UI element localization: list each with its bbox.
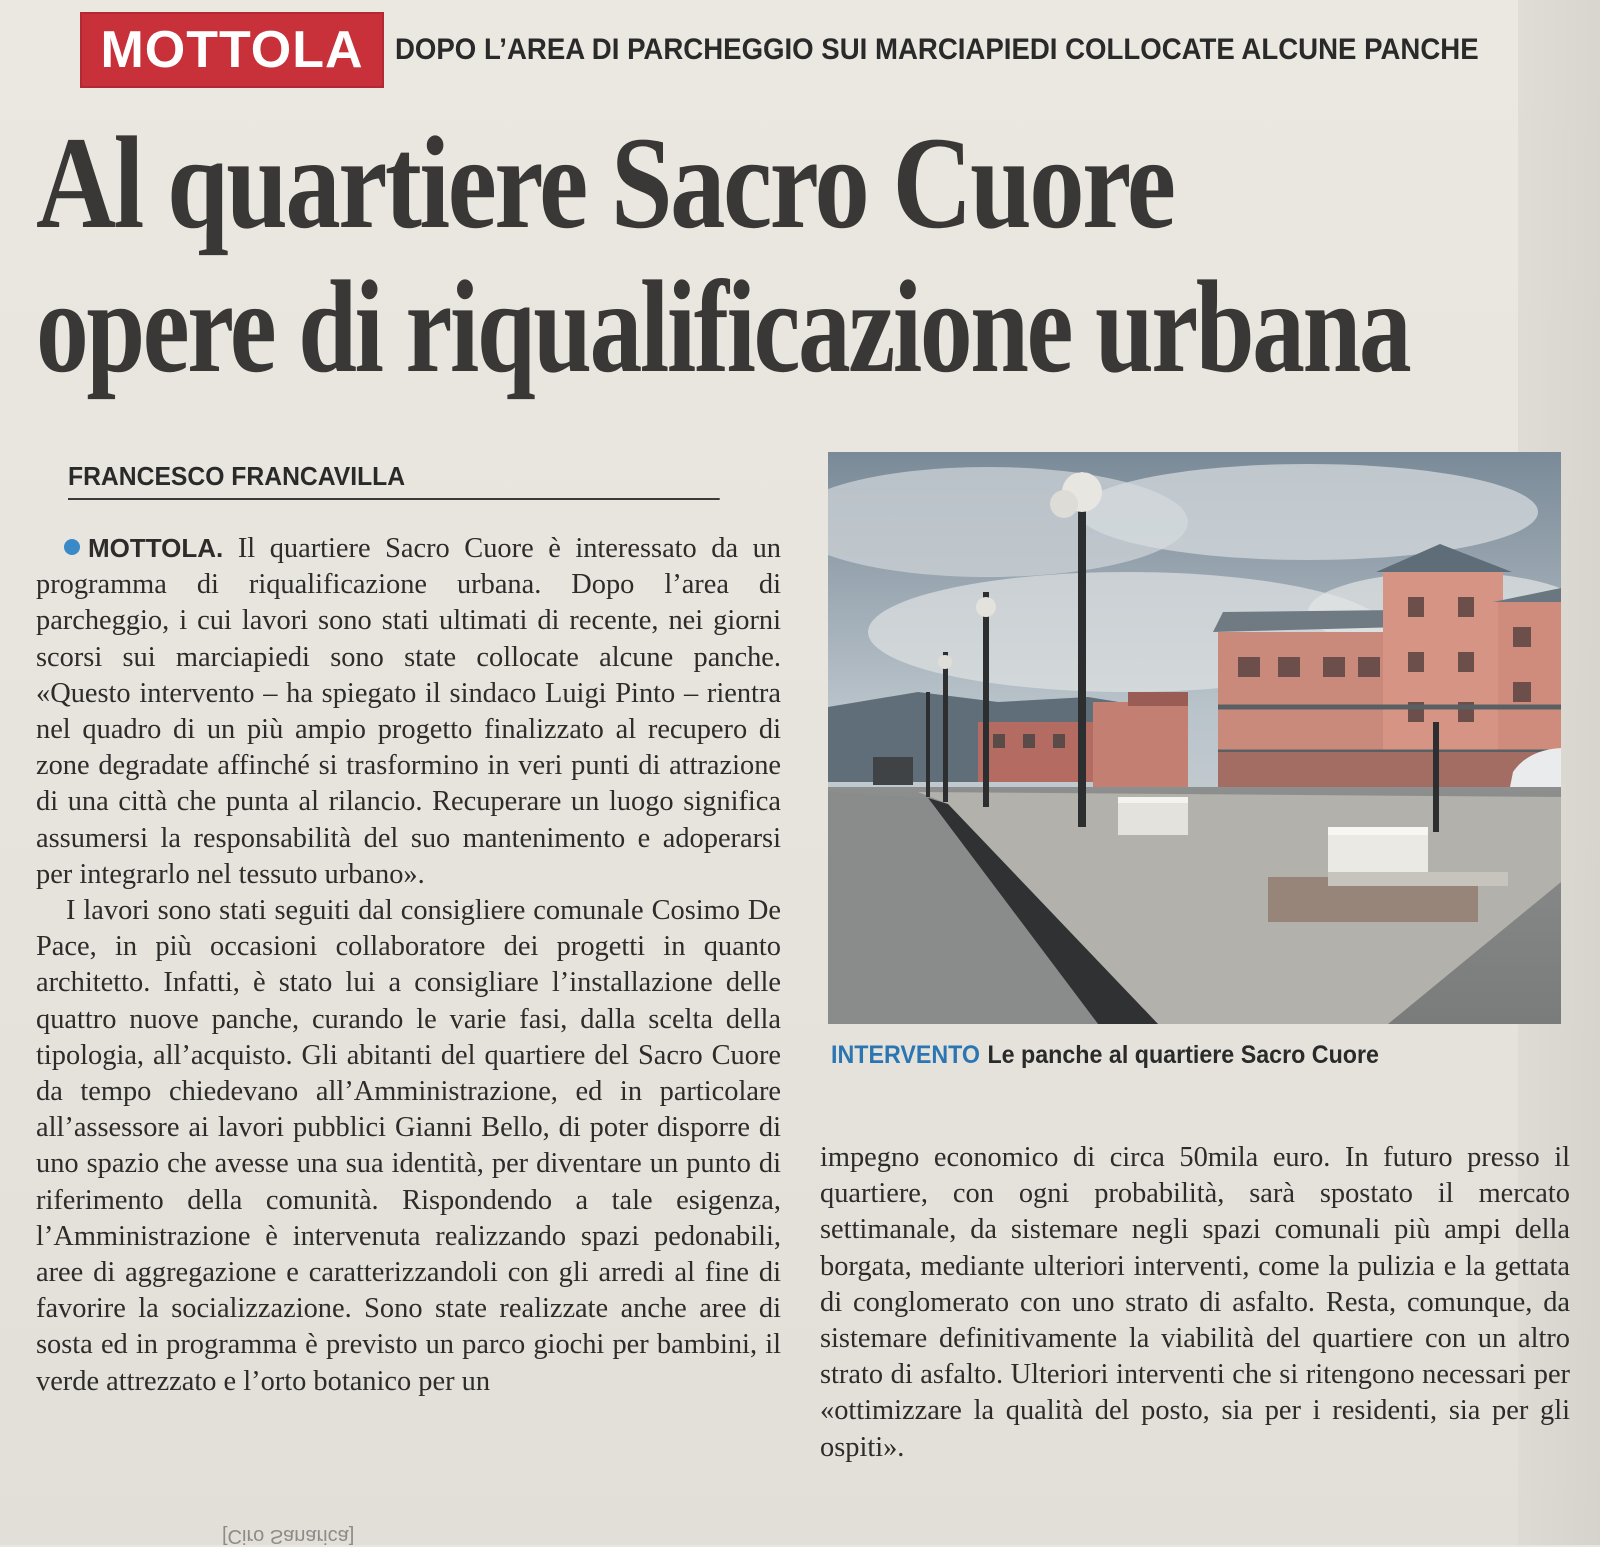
paragraph-1-text: Il quartiere Sacro Cuore è interessato da un programma di riqualificazione urbana. Dopo l’area di parcheggio, i cui lavori sono stati ultimati di recente, nei giorni scorsi sui marciapiedi sono state collocate alcune panche. «Questo intervento – ha spiegato il sindaco Luigi Pinto – rientra nel quadro di un più ampio progetto finalizzato al recupero di zone degradate affinché si trasformino in veri punti di attrazione di una città che punta al rilancio. Recuperare un luogo significa assumersi la responsabilità del suo mantenimento e adoperarsi per integrarlo nel tessuto urbano». [36,533,782,890]
article-column-left [36,530,781,1400]
dateline: MOTTOLA. [88,533,224,563]
photo-caption [831,1036,1510,1074]
article-paragraph-2: I lavori sono stati seguiti dal consigliere comunale Cosimo De Pace, in più occasioni collaboratore dei progetti in quanto architetto. Infatti, è stato lui a consigliare l’installazione delle quattro nuove panche, curando le varie fasi, dalla scelta della tipologia, all’acquisto. Gli abitanti del quartiere del Sacro Cuore da tempo chiedevano all’Amministrazione, ed in particolare all’assessore ai lavori pubblici Gianni Bello, di poter disporre di uno spazio che avesse una sua identità, per diventare un punto di riferimento della comunità. Rispondendo a tale esigenza, l’Amministrazione è intervenuta realizzando spazi pedonabili, aree di aggregazione e caratterizzandoli con gli arredi al fine di favorire la socializzazione. Sono state realizzate anche aree di sosta ed in programma è previsto un parco giochi per bambini, il verde attrezzato e l’orto botanico per un [36,895,781,1397]
caption-label: INTERVENTO [831,1041,981,1069]
street-scene-image [828,452,1561,1024]
photo-credit: [Ciro Sanarica] [222,1525,355,1547]
article-column-right [820,1140,1570,1466]
article-paragraph-1 [36,530,781,893]
kicker-headline: DOPO L’AREA DI PARCHEGGIO SUI MARCIAPIEDI COLLOCATE ALCUNE PANCHE [395,33,1479,66]
article-photo [828,452,1561,1024]
bullet-icon [64,539,80,555]
section-tag: MOTTOLA [80,12,384,88]
article-paragraph-3: impegno economico di circa 50mila euro. In futuro presso il quartiere, con ogni probabilità, sarà spostato il mercato settimanale, da sistemare negli spazi comunali più ampi della borgata, mediante ulteriori interventi, come la pulizia e la gettata di conglomerato con uno strato di asfalto. Resta, comunque, da sistemare definitivamente la viabilità del quartiere con un altro strato di asfalto. Ulteriori interventi che si ritengono necessari per «ottimizzare la qualità del posto, sia per i residenti, sia per gli ospiti». [820,1142,1570,1463]
caption-text: Le panche al quartiere Sacro Cuore [987,1041,1379,1069]
headline-line-1: Al quartiere Sacro Cuore [36,109,1174,256]
headline-line-2: opere di riqualificazione urbana [36,253,1410,400]
author-byline: FRANCESCO FRANCAVILLA [68,458,720,500]
